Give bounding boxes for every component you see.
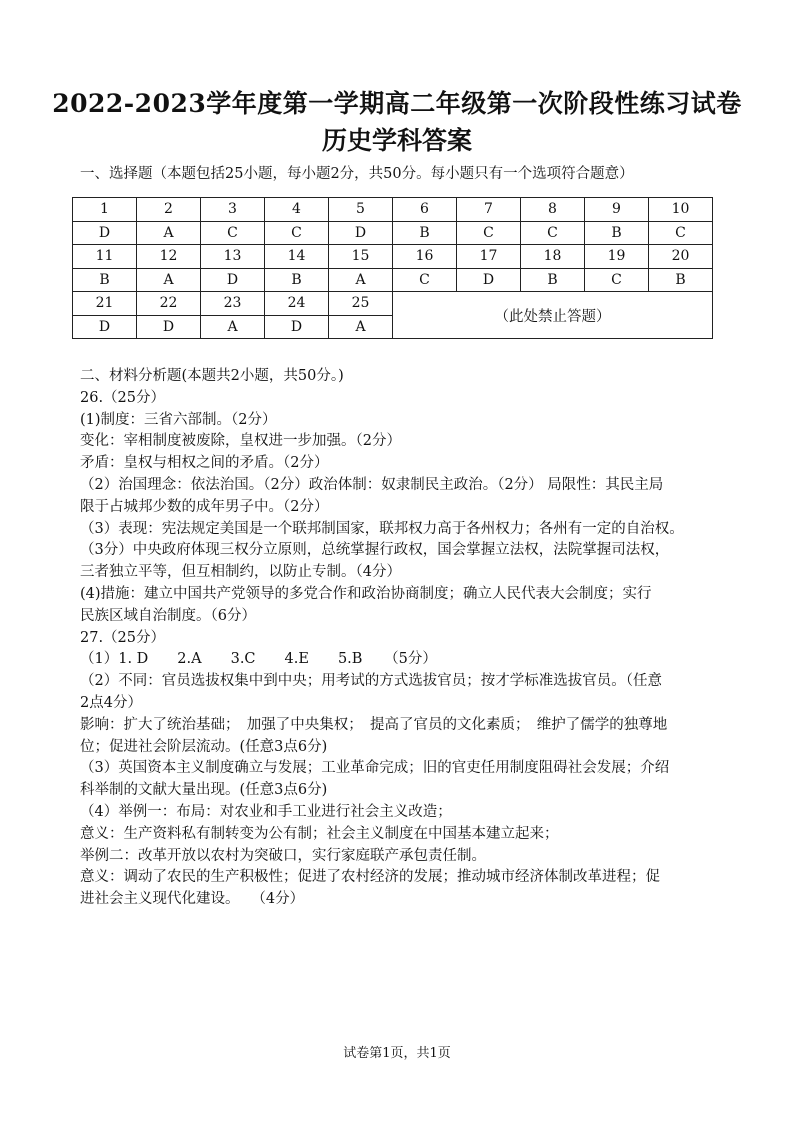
answer-cell: B [521,268,585,292]
question-number: 13 [201,245,265,269]
question-26-heading: 26.（25分） [80,389,166,406]
question-number: 23 [201,292,265,316]
text-line: （2）不同：官员选拔权集中到中央；用考试的方式选拔官员；按才学标准选拔官员。（任意 [80,673,662,690]
question-number: 6 [393,198,457,222]
answer-cell: A [201,315,265,339]
text-line: （3分）中央政府体现三权分立原则，总统掌握行政权，国会掌握立法权，法院掌握司法权， [80,542,670,559]
question-number: 9 [585,198,649,222]
text-line: 位；促进社会阶层流动。(任意3点6分) [80,738,328,755]
page-footer: 试卷第1页，共1页 [343,1046,451,1061]
document-title: 2022-2023学年度第一学期高二年级第一次阶段性练习试卷 [52,89,742,118]
question-number: 12 [137,245,201,269]
question-number: 17 [457,245,521,269]
answer-cell: B [265,268,329,292]
answer-cell: C [201,221,265,245]
answer-cell: A [329,268,393,292]
text-line: （1）1. D 2.A 3.C 4.E 5.B （5分） [80,651,437,668]
answer-cell: A [137,221,201,245]
table-row [73,221,713,245]
question-number: 11 [73,245,137,269]
question-number: 20 [649,245,713,269]
answer-cell: B [393,221,457,245]
no-answer-zone: （此处禁止答题） [393,292,713,339]
answer-cell: D [73,221,137,245]
text-line: 三者独立平等，但互相制约，以防止专制。（4分） [80,564,401,581]
answer-body [80,366,720,911]
answer-cell: C [393,268,457,292]
answer-cell: B [585,221,649,245]
text-line: 意义：生产资料私有制转变为公有制；社会主义制度在中国基本建立起来； [80,825,559,842]
text-line: (4)措施：建立中国共产党领导的多党合作和政治协商制度；确立人民代表大会制度；实行 [80,585,652,602]
question-number: 25 [329,292,393,316]
text-line: (1)制度：三省六部制。（2分） [80,411,277,428]
answer-cell: B [73,268,137,292]
text-line: （3）表现：宪法规定美国是一个联邦制国家，联邦权力高于各州权力；各州有一定的自治权。 [80,520,684,537]
text-line: 变化：宰相制度被废除，皇权进一步加强。（2分） [80,433,401,450]
question-number: 7 [457,198,521,222]
answer-cell: D [329,221,393,245]
answer-cell: C [265,221,329,245]
section1-heading: 一、选择题（本题包括25小题，每小题2分，共50分。每小题只有一个选项符合题意） [80,166,634,182]
answer-cell: B [649,268,713,292]
table-row [73,268,713,292]
question-number: 21 [73,292,137,316]
answer-cell: D [457,268,521,292]
question-number: 22 [137,292,201,316]
question-number: 14 [265,245,329,269]
table-row [73,198,713,222]
question-number: 2 [137,198,201,222]
text-line: （2）治国理念：依法治国。（2分）政治体制：奴隶制民主政治。（2分） 局限性：其民主局 [80,476,664,493]
question-number: 15 [329,245,393,269]
text-line: 科举制的文献大量出现。(任意3点6分) [80,782,328,799]
question-number: 1 [73,198,137,222]
text-line: 民族区域自治制度。（6分） [80,607,256,624]
text-line: （3）英国资本主义制度确立与发展；工业革命完成；旧的官吏任用制度阻碍社会发展；介绍 [80,760,670,777]
question-number: 18 [521,245,585,269]
question-number: 24 [265,292,329,316]
text-line: （4）举例一：布局：对农业和手工业进行社会主义改造； [80,803,452,820]
answer-cell: D [137,315,201,339]
text-line: 2点4分） [80,694,142,711]
answer-cell: C [649,221,713,245]
text-line: 意义：调动了农民的生产积极性；促进了农村经济的发展；推动城市经济体制改革进程；促 [80,869,660,886]
document-subtitle: 历史学科答案 [321,126,472,155]
answer-cell: C [585,268,649,292]
question-number: 3 [201,198,265,222]
answer-cell: C [521,221,585,245]
answer-cell: D [201,268,265,292]
question-number: 19 [585,245,649,269]
text-line: 限于占城邦少数的成年男子中。（2分） [80,498,329,515]
table-row [73,245,713,269]
answer-cell: A [137,268,201,292]
question-number: 10 [649,198,713,222]
text-line: 影响：扩大了统治基础； 加强了中央集权； 提高了官员的文化素质； 维护了儒学的独尊地 [80,716,668,733]
answer-cell: D [265,315,329,339]
question-number: 8 [521,198,585,222]
answer-cell: D [73,315,137,339]
table-row [73,292,713,316]
text-line: 举例二：改革开放以农村为突破口，实行家庭联产承包责任制。 [80,847,486,864]
question-number: 4 [265,198,329,222]
text-line: 进社会主义现代化建设。 （4分） [80,891,305,908]
question-27-heading: 27.（25分） [80,629,166,646]
answer-table [72,197,713,339]
text-line: 矛盾：皇权与相权之间的矛盾。（2分） [80,455,329,472]
answer-cell: C [457,221,521,245]
section2-heading: 二、材料分析题(本题共2小题，共50分。) [80,368,344,384]
answer-cell: A [329,315,393,339]
question-number: 5 [329,198,393,222]
question-number: 16 [393,245,457,269]
